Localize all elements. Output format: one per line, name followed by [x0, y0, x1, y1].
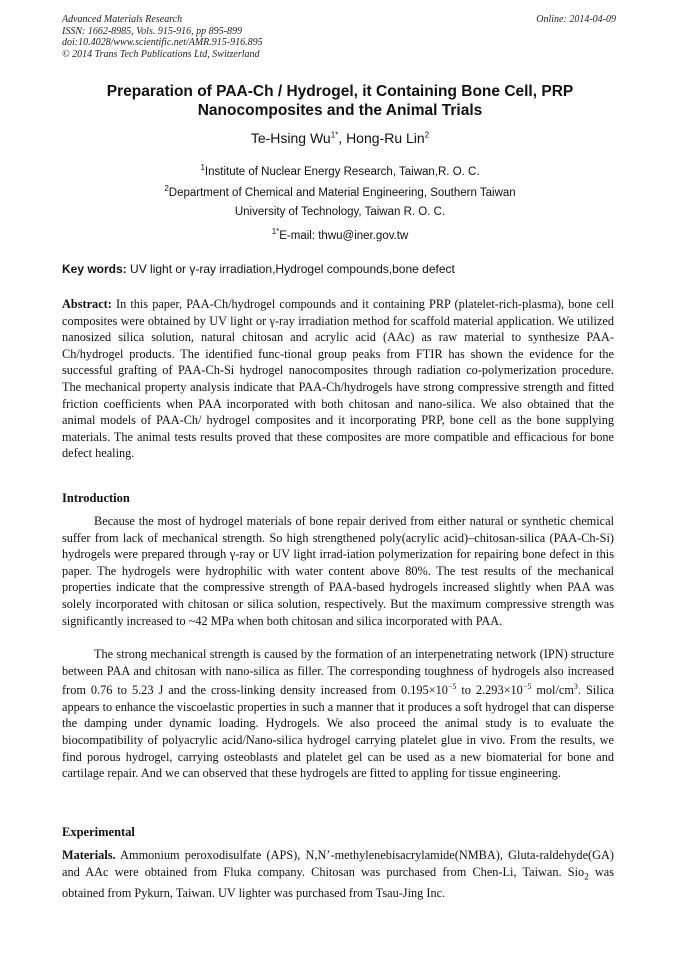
abstract [62, 296, 614, 462]
experimental-heading: Experimental [62, 825, 135, 839]
email-line [62, 227, 618, 242]
materials-subscript: 2 [584, 871, 589, 882]
intro-p2-text-d: . Silica appears to enhance the viscoelastic properties in such a manner that it produces a soft hydrogel that can disperse the damping under dynamic loading. Hydrogels. We also proceed the animal study is to evaluate the biocompatibility of polyacrylic acid/Nano-silica hydrogel carrying platelet glue in vivo. From the results, we find porous hydrogel, carrying osteoblasts and platelet gel can be used as a new biomaterial for bone and cartilage repair. And we can observed that these hydrogels are fitted to appling for tissue engineering. [62, 683, 614, 781]
paper-title [62, 82, 618, 120]
materials-paragraph [62, 847, 614, 901]
online-date: Online: 2014-04-09 [536, 14, 616, 25]
author-list [62, 130, 618, 146]
email-text[interactable]: E-mail: thwu@iner.gov.tw [279, 229, 409, 242]
affiliation-2-marker: 2 [164, 184, 169, 193]
materials-text-a: Ammonium peroxodisulfate (APS), N,N’-methylenebisacrylamide(NMBA), Gluta-raldehyde(GA) and AAc were obtained from Fluka company. Chitosan was purchased from Chen-Li, Taiwan. Sio [62, 848, 614, 879]
author-1: Te-Hsing Wu [250, 130, 331, 146]
intro-p2-text-c: mol/cm [531, 683, 574, 698]
keywords [62, 262, 618, 276]
intro-p2-exponent-1: −5 [447, 682, 457, 692]
introduction-heading: Introduction [62, 491, 130, 505]
intro-p2-text-b: to 2.293×10 [456, 683, 523, 698]
author-1-marker: 1* [330, 130, 339, 140]
introduction-paragraph-2 [62, 646, 614, 782]
affiliation-1 [62, 163, 618, 178]
affiliation-1-marker: 1 [200, 163, 205, 172]
affiliation-1-text: Institute of Nuclear Energy Research, Taiwan,R. O. C. [204, 165, 480, 178]
abstract-label: Abstract: [62, 297, 112, 311]
keywords-text: UV light or γ-ray irradiation,Hydrogel compounds,bone defect [126, 262, 455, 276]
affiliation-2-cont: University of Technology, Taiwan R. O. C. [234, 206, 446, 218]
materials-label: Materials. [62, 848, 116, 862]
doi-line: doi:10.4028/www.scientific.net/AMR.915-916.895 [62, 37, 263, 48]
issn-line: ISSN: 1662-8985, Vols. 915-916, pp 895-899 [62, 25, 242, 37]
copyright-line: © 2014 Trans Tech Publications Ltd, Switzerland [62, 48, 260, 60]
journal-name: Advanced Materials Research [62, 14, 183, 25]
materials-text-b: was obtained from Pykurn, Taiwan. UV lighter was purchased from Tsau-Jing Inc. [62, 864, 615, 900]
author-2: , Hong-Ru Lin [338, 130, 425, 146]
journal-header [62, 14, 618, 60]
intro-p2-exponent-2: −5 [522, 682, 532, 692]
abstract-text: In this paper, PAA-Ch/hydrogel compounds and it containing PRP (platelet-rich-plasma), bone cell composites were obtained by UV light or γ-ray irradiation method for scaffold material application. We utilized nanosized silica solution, natural chitosan and acrylic acid (AAc) as raw material to synthesize PAA-Ch/hydrogel products. The identified func-tional group peaks from FTIR has shown the evidence for the successful grafting of PAA-Ch-Si hydrogel nanocomposites through radiation co-polymerization procedure. The mechanical property analysis indicate that PAA-Ch/hydrogels have strong compressive strength and fitted friction coefficients when PAA incorporated with both chitosan and nano-silica. We also obtained that the animal models of PAA-Ch/ hydrogel composites and it incorporating PRP, bone cell as the bone supplying materials. The animal tests results proved that these composites are more compatible and efficacious for bone defect healing. [62, 297, 614, 461]
introduction-paragraph-1: Because the most of hydrogel materials of bone repair derived from either natural or synthetic chemical suffer from lack of mechanical strength. So high strengthened poly(acrylic acid)–chitosan-silica (PAA-Ch-Si) hydrogels were prepared through γ-ray or UV light irrad-iation polymerization for repairing bone defect in this paper. The hydrogels were hydrophilic with water content above 80%. The test results of the mechanical properties indicate that the compressive strength of PAA-based hydrogels increased slightly when PAA was solely incorporated with chitosan or silica solution, respectively. But the maximum compressive strength was significantly increased to ~42 MPa when both chitosan and silica incorporated with PAA. [62, 514, 614, 628]
intro-p2-exponent-3: 3 [573, 682, 578, 692]
title-line-1: Preparation of PAA-Ch / Hydrogel, it Containing Bone Cell, PRP [106, 83, 574, 100]
title-line-2: Nanocomposites and the Animal Trials [197, 102, 483, 119]
keywords-label: Key words: [62, 262, 127, 276]
intro-p2-text-a: The strong mechanical strength is caused by the formation of an interpenetrating network (IPN) structure between PAA and chitosan with nano-silica as filler. The corresponding toughness of hydrogels also increased from 0.76 to 5.23 J and the cross-linking density increased from 0.195×10 [62, 647, 614, 698]
author-2-marker: 2 [424, 130, 430, 140]
affiliation-2 [62, 184, 618, 199]
email-marker: 1* [271, 227, 280, 236]
affiliation-2-text: Department of Chemical and Material Engineering, Southern Taiwan [168, 186, 516, 199]
